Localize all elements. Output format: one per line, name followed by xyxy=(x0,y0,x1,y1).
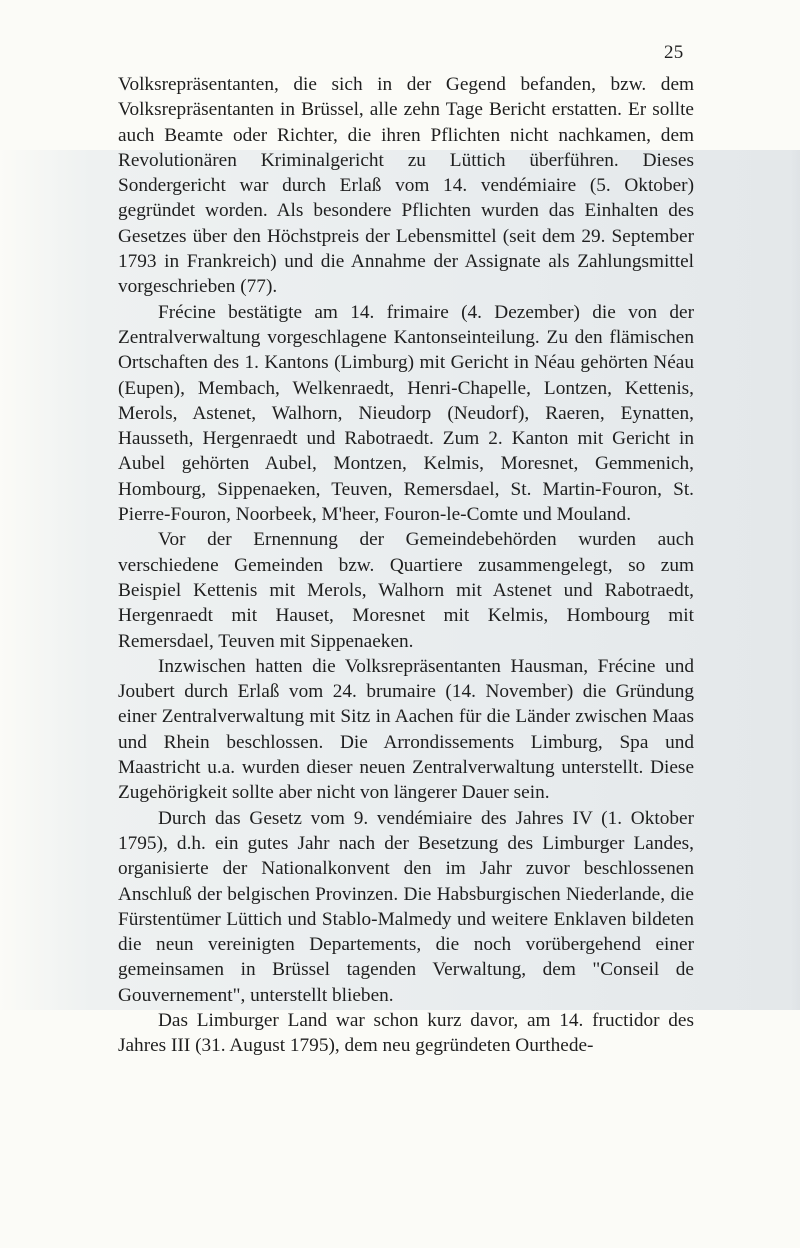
paragraph-5: Durch das Gesetz vom 9. vendémiaire des Jahres IV (1. Oktober 1795), d.h. ein gutes Jahr nach der Besetzung des Limburger Landes, organisierte der Nationalkonvent den im Jahr zuvor beschlossenen Anschluß der belgischen Provinzen. Die Habsburgischen Niederlande, die Fürstentümer Lüttich und Stablo-Malmedy und weitere Enklaven bildeten die neun vereinigten Departements, die noch vorübergehend einer gemeinsamen in Brüssel tagenden Verwaltung, dem "Conseil de Gouvernement", unterstellt blieben. xyxy=(118,807,694,1006)
paragraph-1: Volksrepräsentanten, die sich in der Gegend befanden, bzw. dem Volksrepräsentanten in Brüssel, alle zehn Tage Bericht erstatten. Er sollte auch Beamte oder Richter, die ihren Pflichten nicht nachkamen, dem Revolutionären Kriminalgericht zu Lüttich überführen. Dieses Sondergericht war durch Erlaß vom 14. vendémiaire (5. Oktober) gegründet worden. Als besondere Pflichten wurden das Einhalten des Gesetzes über den Höchstpreis der Lebensmittel (seit dem 29. September 1793 in Frankreich) und die Annahme der Assignate als Zahlungsmittel vorgeschrieben (77). xyxy=(118,74,694,298)
page-number: 25 xyxy=(664,42,684,63)
paragraph-6: Das Limburger Land war schon kurz davor, am 14. fructidor des Jahres III (31. August 1795), dem neu gegründeten Ourthede- xyxy=(118,1009,694,1057)
paragraph-3: Vor der Ernennung der Gemeindebehörden wurden auch verschiedene Gemeinden bzw. Quartiere zusammengelegt, so zum Beispiel Kettenis mit Merols, Walhorn mit Astenet und Rabotraedt, Hergenraedt mit Hauset, Moresnet mit Kelmis, Hombourg mit Remersdael, Teuven mit Sippenaeken. xyxy=(118,529,694,652)
paragraph-4: Inzwischen hatten die Volksrepräsentanten Hausman, Frécine und Joubert durch Erlaß vom 24. brumaire (14. November) die Gründung einer Zentralverwaltung mit Sitz in Aachen für die Länder zwischen Maas und Rhein beschlossen. Die Arrondissements Limburg, Spa und Maastricht u.a. wurden dieser neuen Zentralverwaltung unterstellt. Diese Zugehörigkeit sollte aber nicht von längerer Dauer sein. xyxy=(118,655,694,804)
body-text xyxy=(118,72,694,1059)
paragraph-2: Frécine bestätigte am 14. frimaire (4. Dezember) die von der Zentralverwaltung vorgeschlagene Kantonseinteilung. Zu den flämischen Ortschaften des 1. Kantons (Limburg) mit Gericht in Néau gehörten Néau (Eupen), Membach, Welkenraedt, Henri-Chapelle, Lontzen, Kettenis, Merols, Astenet, Walhorn, Nieudorp (Neudorf), Raeren, Eynatten, Hausseth, Hergenraedt und Rabotraedt. Zum 2. Kanton mit Gericht in Aubel gehörten Aubel, Montzen, Kelmis, Moresnet, Gemmenich, Hombourg, Sippenaeken, Teuven, Remersdael, St. Martin-Fouron, St. Pierre-Fouron, Noorbeek, M'heer, Fouron-le-Comte und Mouland. xyxy=(118,301,694,526)
